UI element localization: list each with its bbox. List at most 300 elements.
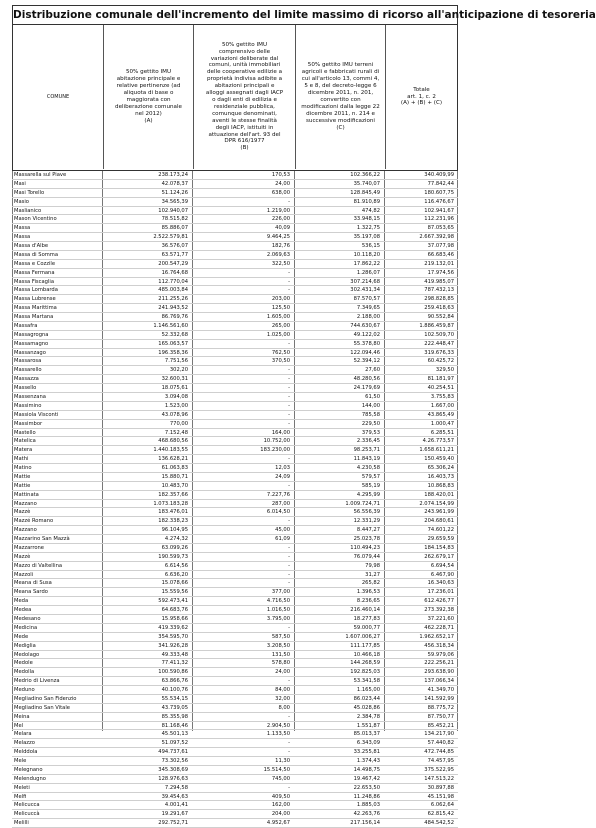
total-cell: 102.509,70 — [424, 331, 454, 338]
col-c-cell: 45.028,86 — [353, 704, 380, 711]
col-c-cell: 102.366,22 — [350, 172, 380, 178]
comune-cell: Mattie — [14, 482, 31, 489]
comune-cell: Melazzo — [14, 740, 35, 747]
col-b-cell: 587,50 — [271, 633, 290, 640]
total-cell: 4.26.773,57 — [422, 438, 454, 445]
comune-cell: Mattinata — [14, 491, 39, 498]
col-a-cell: 100.590,86 — [158, 669, 188, 676]
table-row — [12, 429, 458, 438]
col-a-cell: 15.078,66 — [161, 580, 188, 587]
comune-cell: Melfi — [14, 793, 27, 800]
comune-cell: Melendugno — [14, 775, 46, 782]
col-c-cell: 27,60 — [365, 367, 380, 374]
col-b-cell: 578,80 — [271, 660, 290, 667]
col-c-cell: 81.910,89 — [353, 198, 380, 205]
comune-cell: Melicuccà — [14, 811, 40, 818]
col-a-cell: 2.522.579,81 — [153, 234, 188, 241]
col-a-cell: 112.770,04 — [158, 278, 188, 285]
table-header — [12, 25, 458, 171]
col-b-cell: - — [288, 269, 290, 276]
col-c-cell: 2.336,45 — [356, 438, 380, 445]
col-a-cell: 419.339,62 — [158, 624, 188, 631]
col-c-cell: 128.845,49 — [350, 189, 380, 196]
total-cell: 462.228,71 — [424, 624, 454, 631]
comune-cell: Mathi — [14, 456, 29, 463]
comune-cell: Mazzano — [14, 527, 37, 534]
col-c-cell: 536,15 — [361, 243, 380, 250]
comune-cell: Massafra — [14, 322, 38, 329]
col-a-cell: 85.355,98 — [161, 713, 188, 720]
col-c-cell: 6.343,09 — [356, 740, 380, 747]
total-cell: 17.236,01 — [427, 589, 454, 596]
table-row — [12, 579, 458, 588]
comune-cell: Mazzo di Valtellina — [14, 562, 63, 569]
total-cell: 37.221,60 — [427, 616, 454, 622]
total-cell: 222.256,21 — [424, 660, 454, 667]
table-row — [12, 633, 458, 642]
col-a-cell: 85.886,07 — [161, 225, 188, 232]
comune-cell: Mazzarrone — [14, 544, 44, 551]
col-a-cell: 15.880,71 — [161, 473, 188, 480]
table-row — [12, 553, 458, 562]
col-b-cell: - — [288, 385, 290, 392]
col-b-cell: - — [288, 287, 290, 294]
comune-cell: Melara — [14, 731, 32, 738]
col-b-cell: - — [288, 198, 290, 205]
col-c-cell: 31,27 — [365, 571, 380, 578]
col-a-cell: 45.501,13 — [161, 731, 188, 738]
col-b-cell: - — [288, 376, 290, 383]
comune-cell: Meduno — [14, 687, 35, 694]
col-b-cell: 745,00 — [271, 775, 290, 782]
total-cell: 204.680,61 — [424, 518, 454, 525]
col-b-cell: - — [288, 624, 290, 631]
col-c-cell: 2.384,78 — [356, 713, 380, 720]
total-cell: 30.897,88 — [427, 784, 454, 791]
table-row — [12, 366, 458, 375]
col-b-cell: 61,09 — [275, 536, 290, 543]
total-cell: 262.679,17 — [424, 553, 454, 560]
col-c-cell: 33.948,15 — [353, 216, 380, 223]
col-b-cell: 6.014,50 — [266, 509, 290, 516]
col-b-cell: - — [288, 411, 290, 418]
comune-cell: Mason Vicentino — [14, 216, 57, 223]
col-b-cell: 1.025,00 — [266, 331, 290, 338]
comune-cell: Mazzé Romano — [14, 518, 54, 525]
document-title: Distribuzione comunale dell'incremento del limite massimo di ricorso all'anticipazione di tesoreria — [12, 5, 458, 25]
col-b-cell: 24,00 — [275, 180, 290, 187]
comune-cell: Medea — [14, 607, 32, 614]
col-a-cell: 6.614,56 — [164, 562, 188, 569]
comune-cell: Matino — [14, 465, 32, 472]
col-a-cell: 7.294,58 — [164, 784, 188, 791]
col-a-cell: 77.411,32 — [161, 660, 188, 667]
comune-cell: Massa Fiscaglia — [14, 278, 55, 285]
col-c-cell: 1.607.006,27 — [345, 633, 380, 640]
total-cell: 1.000,47 — [430, 420, 454, 427]
total-cell: 219.132,01 — [424, 260, 454, 267]
table-row — [12, 544, 458, 553]
col-c-cell: 11.248,86 — [353, 793, 380, 800]
total-cell: 134.217,90 — [424, 731, 454, 738]
col-c-cell: 4.230,58 — [356, 465, 380, 472]
col-b-cell: - — [288, 367, 290, 374]
col-c-cell: 56.556,39 — [353, 509, 380, 516]
total-cell: 90.552,84 — [427, 314, 454, 321]
table-row — [12, 659, 458, 668]
table-row — [12, 801, 458, 810]
col-c-cell: 11.843,19 — [353, 456, 380, 463]
col-a-cell: 102.940,07 — [158, 207, 188, 214]
col-c-cell: 307.214,68 — [350, 278, 380, 285]
table-row — [12, 775, 458, 784]
col-c-cell: 579,57 — [361, 473, 380, 480]
col-c-cell: 35.740,07 — [353, 180, 380, 187]
table-row — [12, 446, 458, 455]
comune-cell: Meana di Susa — [14, 580, 52, 587]
col-b-cell: 638,00 — [271, 189, 290, 196]
total-cell: 259.418,63 — [424, 305, 454, 312]
total-cell: 16.403,73 — [427, 473, 454, 480]
col-b-cell: - — [288, 580, 290, 587]
col-b-cell: 4.716,50 — [266, 598, 290, 605]
table-row — [12, 349, 458, 358]
col-c-cell: 87.570,57 — [353, 296, 380, 303]
header-comune — [13, 25, 103, 169]
table-row — [12, 189, 458, 198]
total-cell: 141.592,99 — [424, 695, 454, 702]
total-cell: 3.755,83 — [430, 394, 454, 400]
table-row — [12, 757, 458, 766]
table-row — [12, 278, 458, 287]
col-a-cell: 200.547,29 — [158, 260, 188, 267]
col-b-cell: 15.514,50 — [263, 766, 290, 773]
comune-cell: Medicina — [14, 624, 38, 631]
col-b-cell: 1.605,00 — [266, 314, 290, 321]
col-b-cell: 287,00 — [271, 500, 290, 507]
comune-cell: Melilli — [14, 820, 29, 827]
col-b-cell: - — [288, 456, 290, 463]
table-row — [12, 207, 458, 216]
total-cell: 222.448,47 — [424, 340, 454, 347]
total-cell: 375.522,95 — [424, 766, 454, 773]
table-row — [12, 473, 458, 482]
col-c-cell: 8.236,65 — [356, 598, 380, 605]
total-cell: 243.961,99 — [424, 509, 454, 516]
header-col-b — [193, 25, 295, 169]
total-cell: 41.349,70 — [427, 687, 454, 694]
col-a-cell: 63.571,77 — [161, 251, 188, 258]
table-row — [12, 171, 458, 180]
col-a-cell: 78.515,82 — [161, 216, 188, 223]
comune-cell: Mede — [14, 633, 29, 640]
col-a-cell: 468.680,56 — [158, 438, 188, 445]
col-b-cell: 131,50 — [271, 651, 290, 658]
total-cell: 74.601,22 — [427, 527, 454, 534]
table-row — [12, 606, 458, 615]
table-row — [12, 526, 458, 535]
col-a-cell: 4.274,32 — [164, 536, 188, 543]
col-c-cell: 1.322,75 — [356, 225, 380, 232]
table-row — [12, 322, 458, 331]
comune-cell: Medesano — [14, 616, 41, 622]
header-col-total-label: Totale art. 1, c. 2 (A) + (B) + (C) — [400, 86, 443, 107]
total-cell: 6.285,51 — [430, 429, 454, 436]
comune-cell: Massagrogna — [14, 331, 49, 338]
col-a-cell: 292.752,71 — [158, 820, 188, 827]
col-b-cell: - — [288, 544, 290, 551]
comune-cell: Massello — [14, 385, 37, 392]
col-b-cell: 183.230,00 — [260, 447, 290, 454]
total-cell: 612.426,77 — [424, 598, 454, 605]
table-row — [12, 482, 458, 491]
col-a-cell: 63.099,26 — [161, 544, 188, 551]
col-c-cell: 55.378,80 — [353, 340, 380, 347]
col-c-cell: 52.394,12 — [353, 358, 380, 365]
col-c-cell: 2.188,00 — [356, 314, 380, 321]
col-a-cell: 7.751,56 — [164, 358, 188, 365]
col-c-cell: 1.374,43 — [356, 758, 380, 765]
col-c-cell: 85.013,37 — [353, 731, 380, 738]
col-a-cell: 1.073.183,28 — [153, 500, 188, 507]
col-c-cell: 216.460,14 — [350, 607, 380, 614]
total-cell: 65.306,24 — [427, 465, 454, 472]
total-cell: 6.062,64 — [430, 802, 454, 809]
comune-cell: Mazzè — [14, 553, 31, 560]
table-row — [12, 677, 458, 686]
col-c-cell: 111.177,85 — [350, 642, 380, 649]
comune-cell: Masio — [14, 198, 29, 205]
col-c-cell: 49.122,02 — [353, 331, 380, 338]
col-b-cell: 2.069,63 — [266, 251, 290, 258]
col-c-cell: 42.263,76 — [353, 811, 380, 818]
total-cell: 77.842,44 — [427, 180, 454, 187]
col-b-cell: - — [288, 562, 290, 569]
col-a-cell: 494.737,61 — [158, 749, 188, 756]
table-row — [12, 242, 458, 251]
comune-cell: Medolla — [14, 669, 35, 676]
total-cell: 17.974,56 — [427, 269, 454, 276]
col-b-cell: 162,00 — [271, 802, 290, 809]
total-cell: 419.985,07 — [424, 278, 454, 285]
col-c-cell: 35.197,08 — [353, 234, 380, 241]
col-c-cell: 10.466,18 — [353, 651, 380, 658]
table-row — [12, 331, 458, 340]
total-cell: 16.340,63 — [427, 580, 454, 587]
total-cell: 340.409,99 — [424, 172, 454, 178]
total-cell: 66.683,46 — [427, 251, 454, 258]
table-row — [12, 224, 458, 233]
comune-cell: Massa di Somma — [14, 251, 59, 258]
table-row — [12, 260, 458, 269]
col-b-cell: 12,03 — [275, 465, 290, 472]
col-a-cell: 7.152,48 — [164, 429, 188, 436]
col-b-cell: 40,09 — [275, 225, 290, 232]
col-a-cell: 43.078,96 — [161, 411, 188, 418]
table-row — [12, 357, 458, 366]
col-a-cell: 86.769,76 — [161, 314, 188, 321]
total-cell: 2.074.154,99 — [419, 500, 454, 507]
header-col-c — [295, 25, 385, 169]
col-c-cell: 744.630,67 — [350, 322, 380, 329]
col-b-cell: - — [288, 713, 290, 720]
total-cell: 6.467,90 — [430, 571, 454, 578]
col-b-cell: 7.227,76 — [266, 491, 290, 498]
comune-cell: Matelica — [14, 438, 36, 445]
comune-cell: Medrio di Livenza — [14, 678, 60, 685]
header-col-a-label: 50% gettito IMU abitazione principale e relative pertinenze (ad aliquota di base o maggiorata con deliberazione comunale nel 2012) (A) — [115, 69, 182, 124]
total-cell: 57.440,82 — [427, 740, 454, 747]
table-row — [12, 597, 458, 606]
total-cell: 10.868,83 — [427, 482, 454, 489]
table-row — [12, 624, 458, 633]
col-a-cell: 43.739,05 — [161, 704, 188, 711]
col-c-cell: 1.396,53 — [356, 589, 380, 596]
col-c-cell: 217.156,14 — [350, 820, 380, 827]
col-b-cell: 409,50 — [271, 793, 290, 800]
table-row — [12, 517, 458, 526]
col-b-cell: 182,76 — [271, 243, 290, 250]
comune-cell: Meana Sardo — [14, 589, 48, 596]
table-row — [12, 375, 458, 384]
table-row — [12, 464, 458, 473]
col-c-cell: 33.255,81 — [353, 749, 380, 756]
col-b-cell: 1.016,50 — [266, 607, 290, 614]
col-c-cell: 7.349,65 — [356, 305, 380, 312]
table-row — [12, 491, 458, 500]
comune-cell: Medolago — [14, 651, 40, 658]
table-row — [12, 251, 458, 260]
total-cell: 102.941,67 — [424, 207, 454, 214]
total-cell: 81.181,97 — [427, 376, 454, 383]
col-b-cell: 322,50 — [271, 260, 290, 267]
col-a-cell: 32.600,31 — [161, 376, 188, 383]
table-row — [12, 215, 458, 224]
comune-cell: Meina — [14, 713, 30, 720]
total-cell: 273.392,38 — [424, 607, 454, 614]
col-a-cell: 51.124,26 — [161, 189, 188, 196]
table-row — [12, 384, 458, 393]
comune-cell: Massanzago — [14, 349, 46, 356]
table-row — [12, 704, 458, 713]
col-c-cell: 785,58 — [361, 411, 380, 418]
col-a-cell: 96.104,95 — [161, 527, 188, 534]
comune-cell: Mastello — [14, 429, 36, 436]
table-row — [12, 668, 458, 677]
col-b-cell: 203,00 — [271, 296, 290, 303]
table-row — [12, 411, 458, 420]
comune-cell: Mazzano — [14, 500, 37, 507]
table-row — [12, 730, 458, 739]
comune-cell: Masi — [14, 180, 26, 187]
total-cell: 456.318,34 — [424, 642, 454, 649]
col-b-cell: - — [288, 749, 290, 756]
total-cell: 88.775,72 — [427, 704, 454, 711]
col-a-cell: 16.764,68 — [161, 269, 188, 276]
total-cell: 329,50 — [435, 367, 454, 374]
col-c-cell: 98.253,71 — [353, 447, 380, 454]
col-c-cell: 144,00 — [361, 402, 380, 409]
comune-cell: Massarella sul Piave — [14, 172, 67, 178]
col-b-cell: - — [288, 784, 290, 791]
total-cell: 319.676,33 — [424, 349, 454, 356]
header-col-c-label: 50% gettito IMU terreni agricoli e fabbricati rurali di cui all'articolo 13, commi 4, 5 e 8, del decreto-legge 6 dicembre 2011, n. 201, convertito con modificazioni dalla legge 22 dicembre 2011, n. 214 e successive modificazioni (C) — [301, 62, 380, 131]
col-c-cell: 122.094,46 — [350, 349, 380, 356]
total-cell: 60.425,72 — [427, 358, 454, 365]
total-cell: 1.667,00 — [430, 402, 454, 409]
col-b-cell: - — [288, 340, 290, 347]
col-a-cell: 3.094,08 — [164, 394, 188, 400]
total-cell: 29.659,59 — [427, 536, 454, 543]
col-b-cell: - — [288, 402, 290, 409]
col-b-cell: - — [288, 278, 290, 285]
table-row — [12, 420, 458, 429]
col-a-cell: 128.976,63 — [158, 775, 188, 782]
table-row — [12, 739, 458, 748]
comune-cell: Massa Lombarda — [14, 287, 58, 294]
table-row — [12, 286, 458, 295]
table-row — [12, 437, 458, 446]
total-cell: 184.154,83 — [424, 544, 454, 551]
col-a-cell: 1.146.561,60 — [153, 322, 188, 329]
col-c-cell: 10.118,20 — [353, 251, 380, 258]
comune-cell: Megliadino San Vitale — [14, 704, 70, 711]
col-a-cell: 61.063,83 — [161, 465, 188, 472]
col-c-cell: 1.885,03 — [356, 802, 380, 809]
col-b-cell: 24,09 — [275, 473, 290, 480]
col-c-cell: 76.079,44 — [353, 553, 380, 560]
total-cell: 45.151,98 — [427, 793, 454, 800]
col-a-cell: 165.063,57 — [158, 340, 188, 347]
col-c-cell: 24.179,69 — [353, 385, 380, 392]
col-a-cell: 136.628,21 — [158, 456, 188, 463]
comune-cell: Massa d'Albe — [14, 243, 49, 250]
table-row — [12, 455, 458, 464]
col-c-cell: 265,82 — [361, 580, 380, 587]
table-row — [12, 588, 458, 597]
col-b-cell: 226,00 — [271, 216, 290, 223]
col-c-cell: 17.862,22 — [353, 260, 380, 267]
col-a-cell: 770,00 — [169, 420, 188, 427]
comune-cell: Massa Lubrense — [14, 296, 56, 303]
total-cell: 484.542,52 — [424, 820, 454, 827]
col-b-cell: 1.219,00 — [266, 207, 290, 214]
col-b-cell: 9.464,25 — [266, 234, 290, 241]
comune-cell: Megliadino San Fidenzio — [14, 695, 77, 702]
col-a-cell: 238.173,24 — [158, 172, 188, 178]
col-a-cell: 36.576,07 — [161, 243, 188, 250]
col-b-cell: 4.952,67 — [266, 820, 290, 827]
table-row — [12, 304, 458, 313]
col-c-cell: 144.268,59 — [350, 660, 380, 667]
total-cell: 188.420,01 — [424, 491, 454, 498]
total-cell: 43.865,49 — [427, 411, 454, 418]
col-b-cell: - — [288, 740, 290, 747]
comune-cell: Masi Torello — [14, 189, 45, 196]
col-b-cell: - — [288, 678, 290, 685]
comune-cell: Mediglia — [14, 642, 36, 649]
total-cell: 112.231,96 — [424, 216, 454, 223]
col-a-cell: 485.003,84 — [158, 287, 188, 294]
header-comune-label: COMUNE — [46, 93, 70, 100]
col-c-cell: 25.023,78 — [353, 536, 380, 543]
table-row — [12, 766, 458, 775]
col-a-cell: 592.473,41 — [158, 598, 188, 605]
comune-cell: Matera — [14, 447, 33, 454]
total-cell: 85.452,21 — [427, 722, 454, 729]
col-b-cell: 125,50 — [271, 305, 290, 312]
total-cell: 74.457,95 — [427, 758, 454, 765]
